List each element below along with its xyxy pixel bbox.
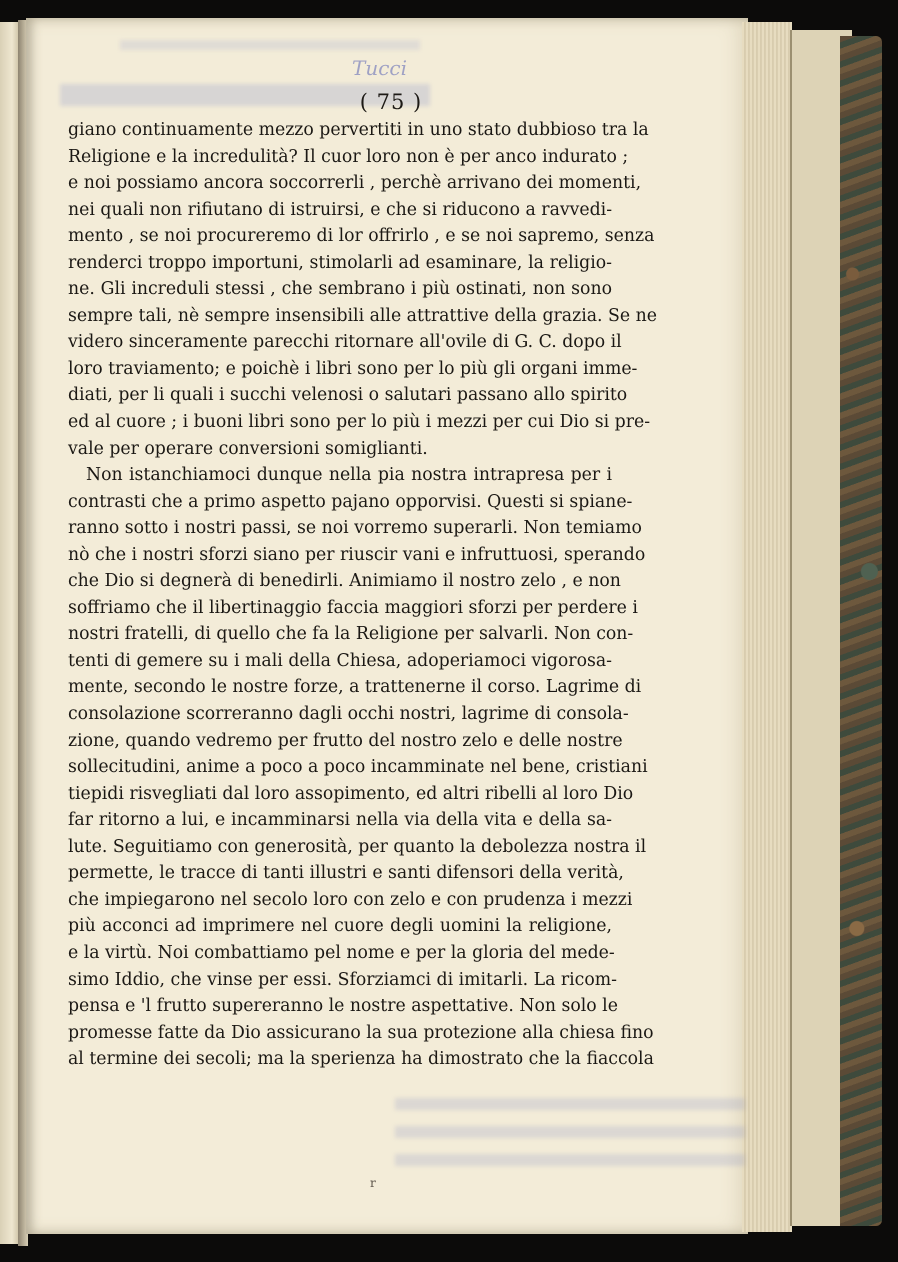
text-line: promesse fatte da Dio assicurano la sua protezione alla chiesa fino xyxy=(68,1022,654,1043)
library-stamp-bottom xyxy=(395,1098,745,1188)
text-line: nostri fratelli, di quello che fa la Religione per salvarli. Non con- xyxy=(68,624,634,645)
text-line: consolazione scorreranno dagli occhi nostri, lagrime di consola- xyxy=(68,704,629,725)
text-line: loro traviamento; e poichè i libri sono per lo più gli organi imme- xyxy=(68,358,638,379)
text-line: e noi possiamo ancora soccorrerli , perchè arrivano dei momenti, xyxy=(68,173,642,194)
page-number: ( 75 ) xyxy=(359,90,423,114)
text-line: che Dio si degnerà di benedirli. Animiamo il nostro zelo , e non xyxy=(68,571,621,592)
text-line: mento , se noi procureremo di lor offrirlo , e se noi sapremo, senza xyxy=(68,226,655,247)
text-line: lute. Seguitiamo con generosità, per quanto la debolezza nostra il xyxy=(68,836,647,857)
marbled-cover xyxy=(840,36,882,1226)
left-page-edge xyxy=(0,22,20,1244)
text-line: permette, le tracce di tanti illustri e santi difensori della verità, xyxy=(68,863,624,884)
text-line: zione, quando vedremo per frutto del nostro zelo e delle nostre xyxy=(68,730,623,751)
text-line: ranno sotto i nostri passi, se noi vorremo superarli. Non temiamo xyxy=(68,518,642,539)
text-line: sempre tali, nè sempre insensibili alle attrattive della grazia. Se ne xyxy=(68,305,657,326)
text-line: giano continuamente mezzo pervertiti in uno stato dubbioso tra la xyxy=(68,120,649,140)
page-edges xyxy=(742,22,792,1232)
text-line: al termine dei secoli; ma la sperienza ha dimostrato che la fiaccola xyxy=(68,1049,654,1070)
text-line: soffriamo che il libertinaggio faccia maggiori sforzi per perdere i xyxy=(68,597,638,618)
stray-mark: r xyxy=(370,1176,376,1190)
text-line: pensa e 'l frutto supereranno le nostre aspettative. Non solo le xyxy=(68,996,618,1017)
stamp-signature: Tucci xyxy=(352,56,408,80)
text-line: ed al cuore ; i buoni libri sono per lo più i mezzi per cui Dio si pre- xyxy=(68,412,651,433)
text-line: tiepidi risvegliati dal loro assopimento, ed altri ribelli al loro Dio xyxy=(68,783,634,804)
text-line: tenti di gemere su i mali della Chiesa, adoperiamoci vigorosa- xyxy=(68,650,612,671)
text-line: renderci troppo importuni, stimolarli ad esaminare, la religio- xyxy=(68,252,612,273)
text-line: simo Iddio, che vinse per essi. Sforziamci di imitarli. La ricom- xyxy=(68,969,617,990)
text-line: videro sinceramente parecchi ritornare all'ovile di G. C. dopo il xyxy=(68,332,622,353)
text-line: e la virtù. Noi combattiamo pel nome e per la gloria del mede- xyxy=(68,942,615,963)
text-line: nò che i nostri sforzi siano per riuscir vani e infruttuosi, sperando xyxy=(68,544,646,565)
text-line: sollecitudini, anime a poco a poco incamminate nel bene, cristiani xyxy=(68,757,648,778)
text-line: diati, per li quali i succhi velenosi o salutari passano allo spirito xyxy=(68,385,628,406)
text-line: contrasti che a primo aspetto pajano opporvisi. Questi si spiane- xyxy=(68,491,633,512)
text-line: Non istanchiamoci dunque nella pia nostra intrapresa per i xyxy=(86,465,612,486)
text-line: ne. Gli increduli stessi , che sembrano i più ostinati, non sono xyxy=(68,279,612,300)
text-line: vale per operare conversioni somiglianti. xyxy=(68,438,428,459)
library-stamp-faint xyxy=(120,40,420,50)
text-line: più acconci ad imprimere nel cuore degli uomini la religione, xyxy=(68,916,612,937)
text-line: far ritorno a lui, e incamminarsi nella via della vita e della sa- xyxy=(68,810,612,831)
text-line: che impiegarono nel secolo loro con zelo e con prudenza i mezzi xyxy=(68,889,633,910)
text-line: mente, secondo le nostre forze, a trattenerne il corso. Lagrime di xyxy=(68,677,642,698)
text-line: Religione e la incredulità? Il cuor loro non è per anco indurato ; xyxy=(68,146,629,167)
body-text xyxy=(68,117,657,1073)
text-line: nei quali non rifiutano di istruirsi, e che si riducono a ravvedi- xyxy=(68,199,613,220)
